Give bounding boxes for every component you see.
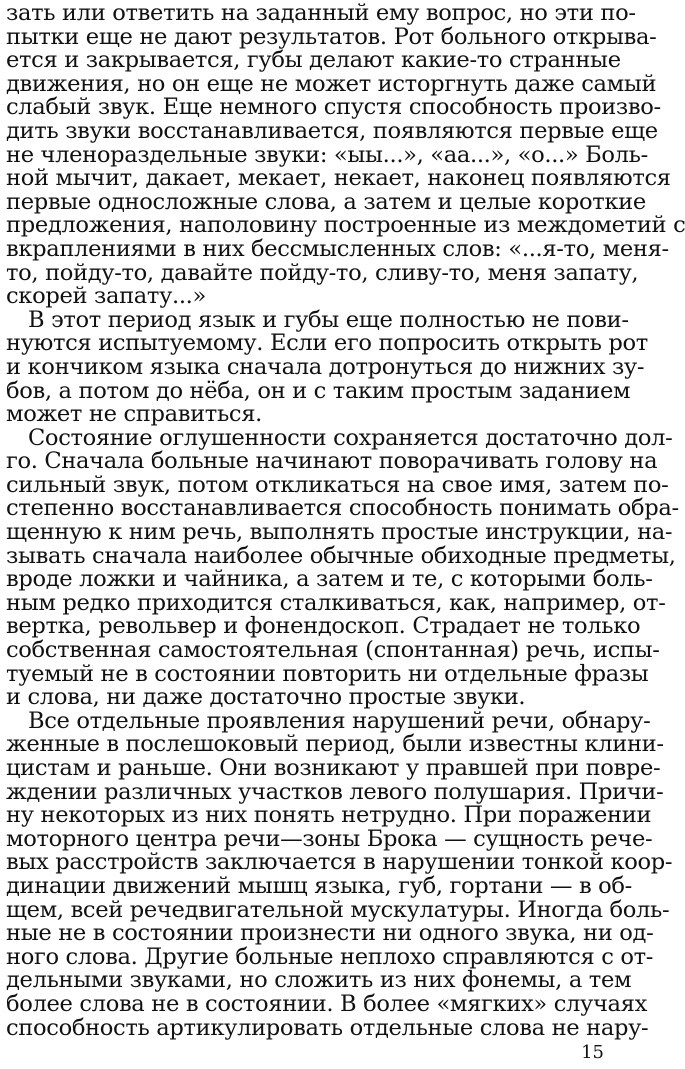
text-line: вроде ложки и чайника, а затем и те, с которыми боль- <box>6 566 653 593</box>
text-line: Все отдельные проявления нарушений речи, обнару- <box>28 707 651 734</box>
text-line: ется и закрывается, губы делают какие-то странные <box>6 47 621 74</box>
paragraph-2 <box>6 306 648 428</box>
text-line: движения, но он еще не может исторгнуть даже самый <box>6 70 657 97</box>
text-line: зывать сначала наиболее обычные обиходные предметы, <box>6 542 676 569</box>
text-line: не членораздельные звуки: «ыы...», «аа...», «о...» Боль- <box>6 141 648 168</box>
text-line: дельными звуками, но сложить из них фонемы, а тем <box>6 967 632 994</box>
text-line: слабый звук. Еще немного спустя способность произво- <box>6 94 661 121</box>
text-line: щем, всей речедвигательной мускулатуры. Иногда боль- <box>6 896 670 923</box>
text-line: щенную к ним речь, выполнять простые инструкции, на- <box>6 519 673 546</box>
text-line: может не справиться. <box>6 401 262 428</box>
text-line: сильный звук, потом откликаться на свое имя, затем по- <box>6 471 669 498</box>
text-line: пытки еще не дают результатов. Рот больного открыва- <box>6 23 657 50</box>
text-line: вкраплениями в них бессмысленных слов: «...я-то, меня- <box>6 235 669 262</box>
text-line: ждении различных участков левого полушария. Причи- <box>6 778 664 805</box>
text-line: моторного центра речи—зоны Брока — сущность рече- <box>6 825 653 852</box>
text-line: го. Сначала больные начинают поворачивать голову на <box>6 448 658 475</box>
text-line: и слова, ни даже достаточно простые звуки. <box>6 684 526 711</box>
text-line: Состояние оглушенности сохраняется достаточно дол- <box>28 424 673 451</box>
text-line: дить звуки восстанавливается, появляются первые еще <box>6 117 658 144</box>
text-line: бов, а потом до нёба, он и с таким простым заданием <box>6 377 631 404</box>
text-line: туемый не в состоянии повторить ни отдельные фразы <box>6 660 649 687</box>
text-line: ной мычит, дакает, мекает, некает, наконец появляются <box>6 165 671 192</box>
paragraph-1 <box>6 0 685 310</box>
text-line: ну некоторых из них понять нетрудно. При поражении <box>6 802 652 829</box>
text-line: зать или ответить на заданный ему вопрос, но эти по- <box>6 0 636 26</box>
text-line: вертка, револьвер и фонендоскоп. Страдает не только <box>6 613 641 640</box>
text-line: и кончиком языка сначала дотронуться до нижних зу- <box>6 353 645 380</box>
text-line: ного слова. Другие больные неплохо справляются с от- <box>6 943 654 970</box>
text-line: способность артикулировать отдельные слова не нару- <box>6 1014 649 1041</box>
text-line: собственная самостоятельная (спонтанная) речь, испы- <box>6 637 660 664</box>
paragraph-4 <box>6 707 673 1041</box>
text-line: В этот период язык и губы еще полностью не пови- <box>28 306 629 333</box>
page-body <box>6 0 685 1041</box>
text-line: степенно восстанавливается способность понимать обра- <box>6 495 679 522</box>
text-line: предложения, наполовину построенные из междометий с <box>6 212 685 239</box>
text-line: более слова не в состоянии. В более «мягких» случаях <box>6 990 647 1017</box>
text-line: женные в послешоковый период, были известны клини- <box>6 731 664 758</box>
page-number: 15 <box>581 1042 604 1063</box>
text-line: цистам и раньше. Они возникают у правшей при повре- <box>6 755 661 781</box>
paragraph-3 <box>6 424 679 711</box>
text-line: ным редко приходится сталкиваться, как, например, от- <box>6 589 666 616</box>
text-line: нуются испытуемому. Если его попросить открыть рот <box>6 330 648 357</box>
text-line: скорей запату...» <box>6 283 206 310</box>
text-line: ные не в состоянии произнести ни одного звука, ни од- <box>6 920 654 947</box>
text-line: то, пойду-то, давайте пойду-то, сливу-то, меня запату, <box>6 259 639 286</box>
text-line: первые односложные слова, а затем и целые короткие <box>6 188 646 215</box>
text-line: вых расстройств заключается в нарушении тонкой коор- <box>6 849 673 876</box>
text-line: динации движений мышц языка, губ, гортани — в об- <box>6 872 632 899</box>
